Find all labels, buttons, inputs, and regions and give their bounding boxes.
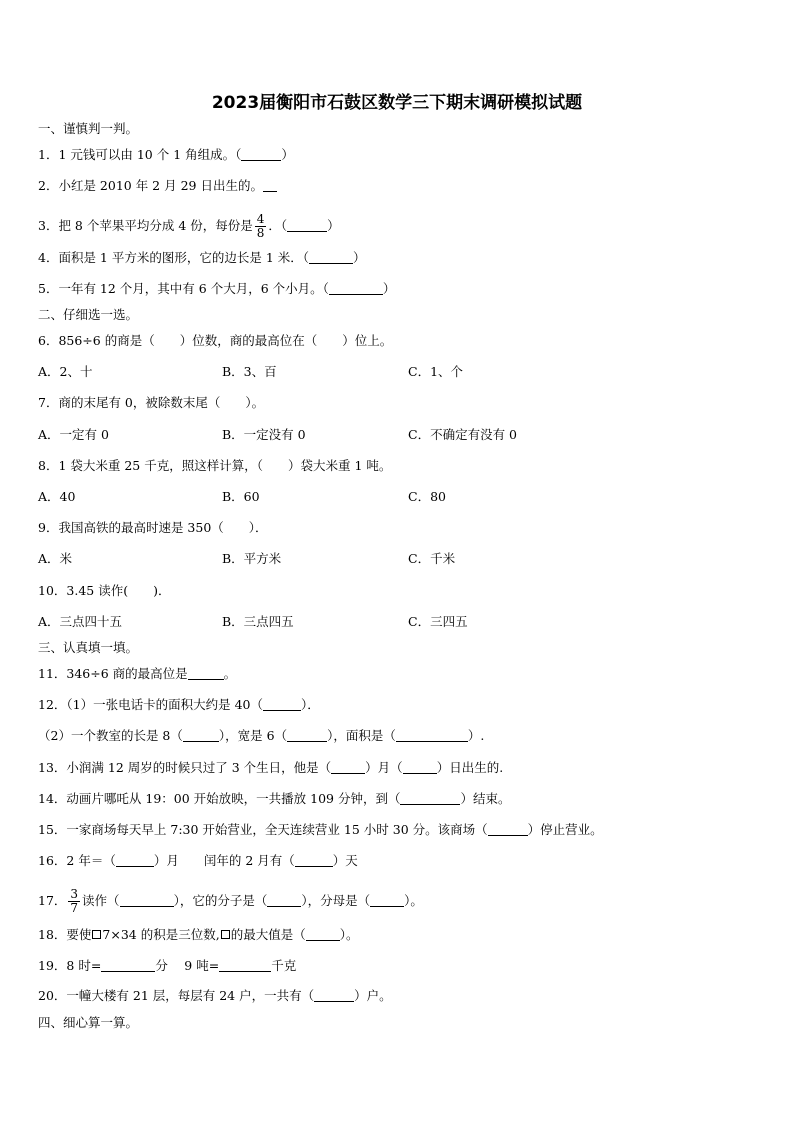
option-b[interactable]: B．一定没有 0 xyxy=(222,427,306,442)
answer-blank[interactable] xyxy=(309,251,353,264)
section-1-heading: 一、谨慎判一判。 xyxy=(38,121,139,136)
option-b[interactable]: B．60 xyxy=(222,489,260,504)
question-15: 15．一家商场每天早上 7:30 开始营业，全天连续营业 15 小时 30 分。该商场（ ）停止营业。 xyxy=(38,822,603,837)
answer-blank[interactable] xyxy=(403,761,437,774)
option-a[interactable]: A．2、十 xyxy=(38,364,93,379)
answer-blank[interactable] xyxy=(287,219,327,232)
option-c[interactable]: C．三四五 xyxy=(408,614,468,629)
answer-blank[interactable] xyxy=(219,959,271,972)
answer-blank[interactable] xyxy=(101,959,155,972)
answer-blank[interactable] xyxy=(287,729,327,742)
answer-blank[interactable] xyxy=(120,894,174,907)
question-2: 2．小红是 2010 年 2 月 29 日出生的。 xyxy=(38,178,277,194)
question-10: 10．3.45 读作( )． xyxy=(38,583,171,598)
question-16: 16．2 年＝（ ）月 闰年的 2 月有（ ）天 xyxy=(38,853,358,868)
answer-blank[interactable] xyxy=(400,792,460,805)
answer-blank[interactable] xyxy=(331,761,365,774)
question-1: 1．1 元钱可以由 10 个 1 角组成。（ ） xyxy=(38,147,294,162)
section-4-heading: 四、细心算一算。 xyxy=(38,1015,139,1030)
question-6: 6．856÷6 的商是（ ）位数，商的最高位在（ ）位上。 xyxy=(38,333,393,348)
question-8: 8．1 袋大米重 25 千克，照这样计算，（ ）袋大米重 1 吨。 xyxy=(38,458,392,473)
question-17: 17． $\frac{3}{7}$ 读作（ ），它的分子是（ ），分母是（ ）。 xyxy=(38,887,423,915)
option-a[interactable]: A．一定有 0 xyxy=(38,427,109,442)
answer-blank[interactable] xyxy=(370,894,404,907)
answer-blank[interactable] xyxy=(116,854,154,867)
page-title: 2023届衡阳市石鼓区数学三下期末调研模拟试题 xyxy=(211,93,583,113)
answer-blank[interactable] xyxy=(396,729,468,742)
answer-blank[interactable] xyxy=(263,179,277,192)
option-c[interactable]: C．千米 xyxy=(408,551,456,566)
answer-blank[interactable] xyxy=(183,729,219,742)
section-3-heading: 三、认真填一填。 xyxy=(38,640,139,655)
option-b[interactable]: B．3、百 xyxy=(222,364,277,379)
answer-blank[interactable] xyxy=(306,928,340,941)
question-19: 19．8 时= 分 9 吨= 千克 xyxy=(38,958,297,973)
question-5: 5．一年有 12 个月，其中有 6 个大月，6 个小月。（ ） xyxy=(38,281,396,296)
answer-blank[interactable] xyxy=(295,854,333,867)
square-box-icon xyxy=(92,930,101,939)
square-box-icon xyxy=(221,930,230,939)
question-7: 7．商的末尾有 0，被除数末尾（ ）。 xyxy=(38,395,265,410)
fraction: $\frac{4}{8}$ xyxy=(256,212,265,240)
option-b[interactable]: B．三点四五 xyxy=(222,614,294,629)
question-9: 9．我国高铁的最高时速是 350（ ）． xyxy=(38,520,268,535)
question-3: 3．把 8 个苹果平均分成 4 份，每份是 $\frac{4}{8}$ ．（ ） xyxy=(38,212,340,240)
question-18: 18．要使 7×34 的积是三位数, 的最大值是（ ）。 xyxy=(38,927,359,942)
answer-blank[interactable] xyxy=(241,148,281,161)
answer-blank[interactable] xyxy=(314,989,354,1002)
question-4: 4．面积是 1 平方米的图形，它的边长是 1 米．（ ） xyxy=(38,250,366,265)
section-2-heading: 二、仔细选一选。 xyxy=(38,307,139,322)
question-13: 13．小润满 12 周岁的时候只过了 3 个生日，他是（ ）月（ ）日出生的. xyxy=(38,760,504,775)
question-12-1: 12．（1）一张电话卡的面积大约是 40（ ）． xyxy=(38,697,320,712)
option-c[interactable]: C．1、个 xyxy=(408,364,464,379)
option-c[interactable]: C．80 xyxy=(408,489,446,504)
option-a[interactable]: A．40 xyxy=(38,489,76,504)
option-a[interactable]: A．三点四十五 xyxy=(38,614,123,629)
answer-blank[interactable] xyxy=(188,667,224,680)
fraction: $\frac{3}{7}$ xyxy=(70,887,79,915)
question-12-2: （2）一个教室的长是 8（ ），宽是 6（ ），面积是（ ）. xyxy=(38,728,485,743)
answer-blank[interactable] xyxy=(263,698,301,711)
option-b[interactable]: B．平方米 xyxy=(222,551,282,566)
option-c[interactable]: C．不确定有没有 0 xyxy=(408,427,517,442)
answer-blank[interactable] xyxy=(267,894,301,907)
answer-blank[interactable] xyxy=(488,823,528,836)
question-11: 11．346÷6 商的最高位是 。 xyxy=(38,666,237,681)
answer-blank[interactable] xyxy=(329,282,383,295)
option-a[interactable]: A．米 xyxy=(38,551,73,566)
question-14: 14．动画片哪吒从 19：00 开始放映，一共播放 109 分钟，到（ ）结束。 xyxy=(38,791,511,806)
question-20: 20．一幢大楼有 21 层，每层有 24 户，一共有（ ）户。 xyxy=(38,988,392,1003)
